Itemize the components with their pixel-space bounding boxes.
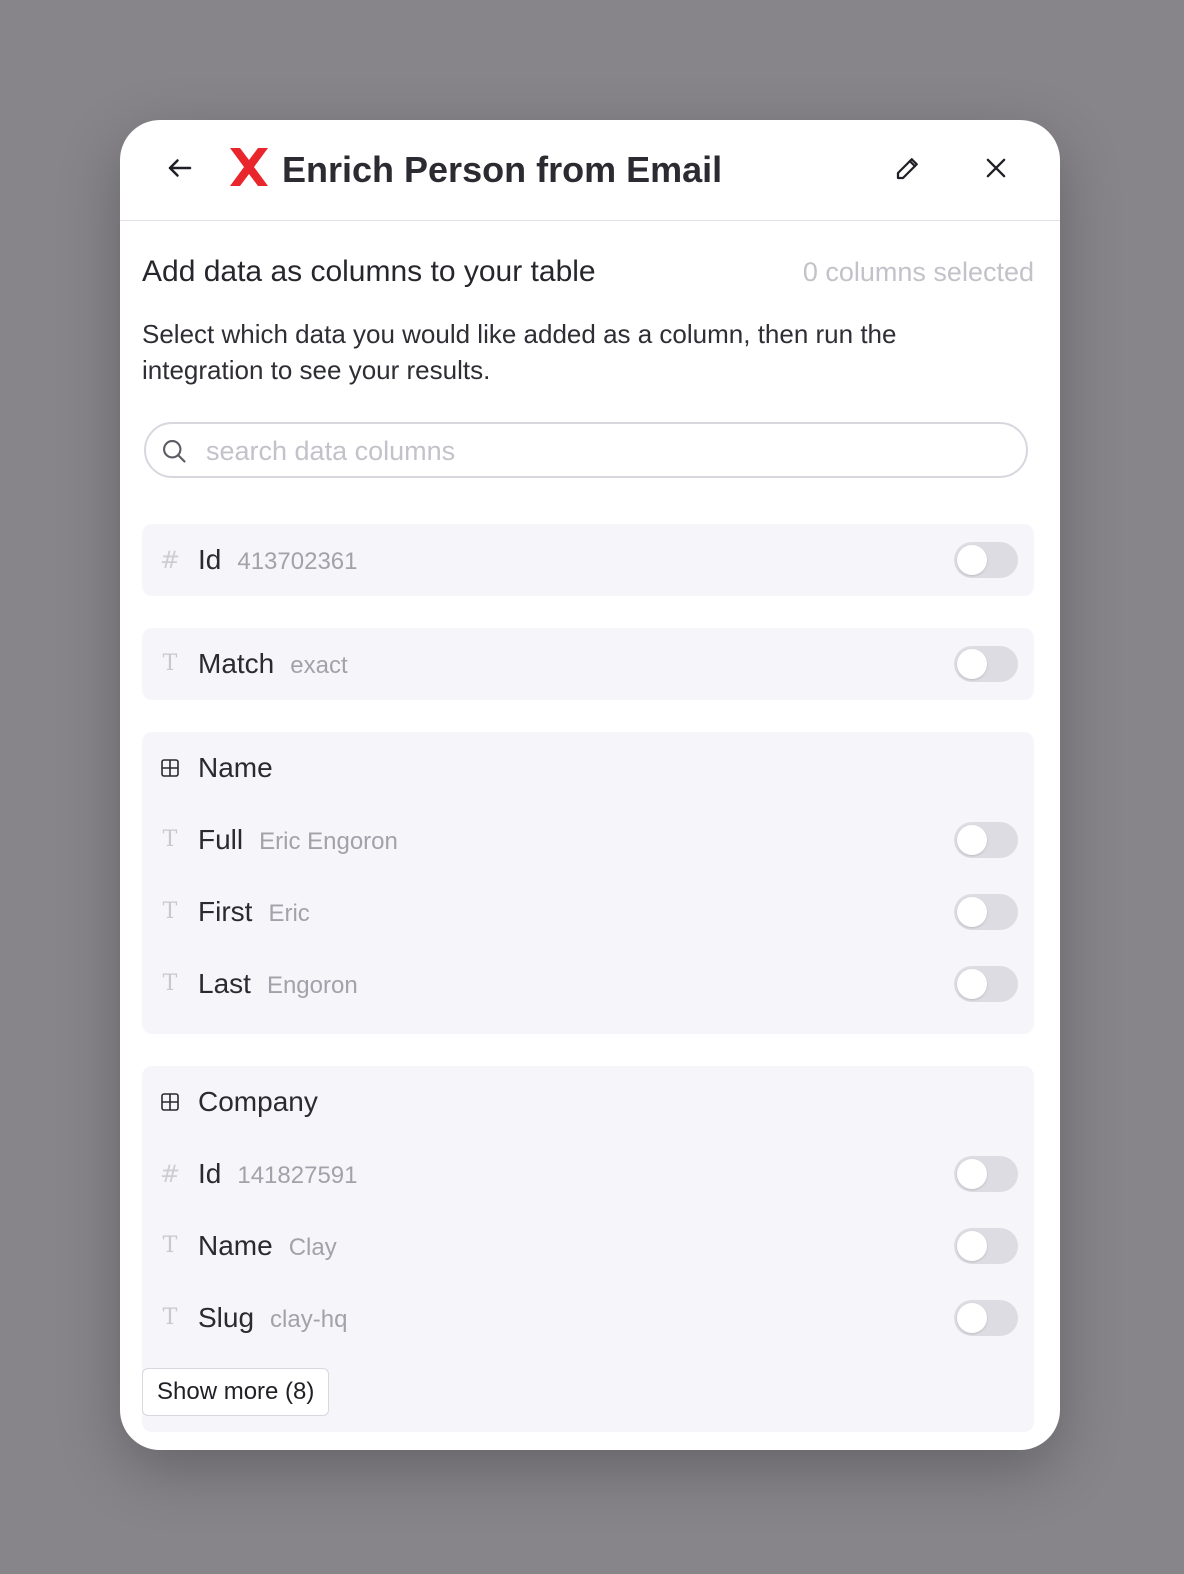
- text-type-icon: T: [162, 1233, 178, 1258]
- column-toggle[interactable]: [954, 894, 1018, 930]
- text-type-icon: T: [162, 1305, 178, 1330]
- field-label: First: [198, 896, 253, 927]
- modal-title: Enrich Person from Email: [282, 149, 723, 190]
- group-card-name: [142, 732, 1034, 1034]
- column-toggle[interactable]: [954, 646, 1018, 682]
- search-box: [144, 422, 1028, 478]
- text-type-icon: T: [162, 827, 178, 852]
- field-value: 413702361: [237, 548, 358, 575]
- field-value: exact: [290, 652, 348, 679]
- column-toggle[interactable]: [954, 1156, 1018, 1192]
- field-card-match: [142, 628, 1034, 700]
- field-value: 141827591: [237, 1162, 358, 1189]
- field-card-id: [142, 524, 1034, 596]
- section-description: Select which data you would like added as a column, then run the integration to see your results.: [142, 319, 897, 385]
- grid-icon: [160, 758, 180, 778]
- column-toggle[interactable]: [954, 966, 1018, 1002]
- field-value: Eric: [268, 900, 310, 927]
- group-label: Name: [198, 752, 273, 783]
- field-value: clay-hq: [270, 1306, 348, 1333]
- field-row: [142, 804, 1034, 876]
- field-row: [142, 948, 1034, 1020]
- section-title: Add data as columns to your table: [142, 255, 596, 288]
- close-button[interactable]: [976, 148, 1016, 188]
- column-toggle[interactable]: [954, 822, 1018, 858]
- field-value: Clay: [288, 1234, 337, 1261]
- field-label: Match: [198, 648, 275, 679]
- grid-icon: [160, 1092, 180, 1112]
- field-row: [142, 524, 1034, 596]
- group-header: [142, 1066, 1034, 1138]
- field-row: [142, 628, 1034, 700]
- search-input[interactable]: [204, 432, 1008, 470]
- show-more-button[interactable]: Show more (8): [142, 1368, 329, 1416]
- text-type-icon: T: [162, 899, 178, 924]
- field-label: Name: [198, 1230, 273, 1261]
- column-toggle[interactable]: [954, 1300, 1018, 1336]
- field-label: Id: [198, 544, 222, 575]
- group-label: Company: [198, 1086, 318, 1117]
- field-row: [142, 1210, 1034, 1282]
- field-label: Full: [198, 824, 244, 855]
- number-type-icon: #: [159, 1160, 181, 1188]
- text-type-icon: T: [162, 971, 178, 996]
- people-data-labs-logo: [228, 146, 270, 188]
- close-icon: [982, 154, 1010, 182]
- group-header: [142, 732, 1034, 804]
- field-label: Last: [198, 968, 251, 999]
- field-label: Id: [198, 1158, 222, 1189]
- column-toggle[interactable]: [954, 542, 1018, 578]
- arrow-left-icon: [165, 153, 195, 183]
- back-button[interactable]: [160, 148, 200, 188]
- modal-header: [120, 120, 1060, 221]
- edit-button[interactable]: [888, 148, 928, 188]
- field-row: [142, 1138, 1034, 1210]
- field-value: Eric Engoron: [259, 828, 398, 855]
- selected-count: 0 columns selected: [802, 257, 1034, 287]
- group-card-company: [142, 1066, 1034, 1432]
- search-icon: [160, 437, 188, 465]
- text-type-icon: T: [162, 651, 178, 676]
- field-value: Engoron: [266, 972, 358, 999]
- field-label: Slug: [198, 1302, 255, 1333]
- enrich-modal: [120, 120, 1060, 1450]
- field-row: [142, 1282, 1034, 1354]
- field-row: [142, 876, 1034, 948]
- column-toggle[interactable]: [954, 1228, 1018, 1264]
- number-type-icon: #: [159, 546, 181, 574]
- pencil-icon: [893, 153, 923, 183]
